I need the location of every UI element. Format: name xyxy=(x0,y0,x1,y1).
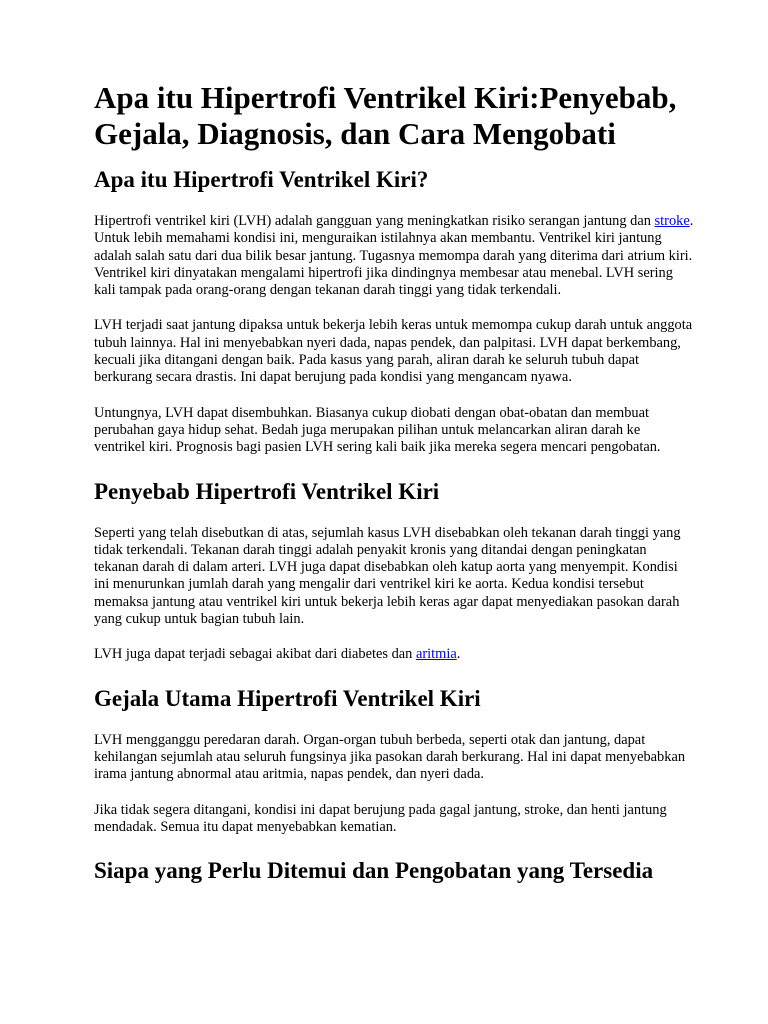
paragraph: Jika tidak segera ditangani, kondisi ini dapat berujung pada gagal jantung, stroke, dan henti jantung mendadak. Semua itu dapat menyebabkan kematian. xyxy=(94,801,667,835)
section-heading: Penyebab Hipertrofi Ventrikel Kiri xyxy=(94,478,440,504)
paragraph-text: LVH juga dapat terjadi sebagai akibat dari diabetes dan xyxy=(94,646,416,663)
section-gejala xyxy=(94,685,694,836)
stroke-link[interactable]: stroke xyxy=(654,213,690,229)
paragraph-text: . xyxy=(456,646,461,663)
section-apa-itu xyxy=(94,166,694,457)
paragraph: LVH mengganggu peredaran darah. Organ-organ tubuh berbeda, seperti otak dan jantung, dapat kehilangan sejumlah atau seluruh fungsinya jika pasokan darah berkurang. Hal ini dapat menyebabkan irama jantung abnormal atau aritmia, napas pendek, dan nyeri dada. xyxy=(94,731,686,783)
paragraph-text: . Untuk lebih memahami kondisi ini, menguraikan istilahnya akan membantu. Ventrikel kiri jantung adalah salah satu dari dua bilik besar jantung. Tugasnya memompa darah yang diterima dari atrium kiri. Ventrikel kiri dinyatakan mengalami hipertrofi jika dindingnya membesar atau menebal. LVH sering kali tampak pada orang-orang dengan tekanan darah tinggi yang tidak terkendali. xyxy=(94,213,694,299)
section-heading: Apa itu Hipertrofi Ventrikel Kiri? xyxy=(94,167,429,192)
section-heading: Gejala Utama Hipertrofi Ventrikel Kiri xyxy=(94,685,481,711)
paragraph: Seperti yang telah disebutkan di atas, sejumlah kasus LVH disebabkan oleh tekanan darah tinggi yang tidak terkendali. Tekanan darah tinggi adalah penyakit kronis yang ditandai dengan peningkatan tekanan darah di dalam arteri. LVH juga dapat disebabkan oleh katup aorta yang menyempit. Kondisi ini menurunkan jumlah darah yang mengalir dari ventrikel kiri ke aorta. Kedua kondisi tersebut memaksa jantung atau ventrikel kiri untuk bekerja lebih keras agar dapat menyediakan pasokan darah yang cukup untuk bagian tubuh lain. xyxy=(94,524,681,628)
article xyxy=(94,80,694,904)
section-penyebab xyxy=(94,478,694,664)
paragraph: LVH terjadi saat jantung dipaksa untuk bekerja lebih keras untuk memompa cukup darah untuk anggota tubuh lainnya. Hal ini menyebabkan nyeri dada, napas pendek, dan palpitasi. LVH dapat berkembang, kecuali jika ditangani dengan baik. Pada kasus yang parah, aliran darah ke seluruh tubuh dapat berkurang secara drastis. Ini dapat berujung pada kondisi yang mengancam nyawa. xyxy=(94,317,693,386)
paragraph-text: Hipertrofi ventrikel kiri (LVH) adalah gangguan yang meningkatkan risiko serangan jantung dan xyxy=(94,213,655,229)
page-title: Apa itu Hipertrofi Ventrikel Kiri:Penyebab, Gejala, Diagnosis, dan Cara Mengobati xyxy=(94,80,677,151)
section-heading: Siapa yang Perlu Ditemui dan Pengobatan yang Tersedia xyxy=(94,858,654,884)
section-siapa xyxy=(94,857,694,885)
paragraph: Untungnya, LVH dapat disembuhkan. Biasanya cukup diobati dengan obat-obatan dan membuat perubahan gaya hidup sehat. Bedah juga merupakan pilihan untuk melancarkan aliran darah ke ventrikel kiri. Prognosis bagi pasien LVH sering kali baik jika mereka segera mencari pengobatan. xyxy=(94,404,661,456)
aritmia-link[interactable]: aritmia xyxy=(415,646,457,663)
paragraph xyxy=(94,213,694,299)
paragraph xyxy=(94,646,694,663)
